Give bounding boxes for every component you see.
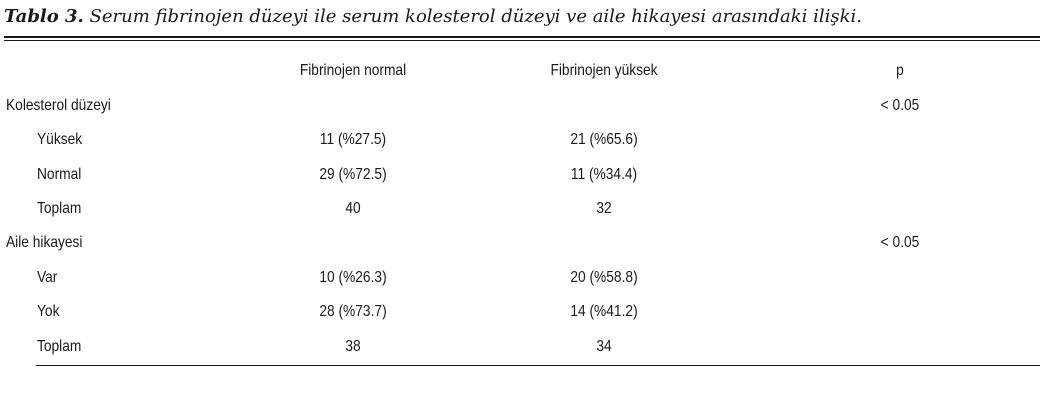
table-number: Tablo 3.	[4, 6, 84, 27]
cell-yuksek: 32	[596, 200, 612, 217]
bottom-rule	[36, 365, 1040, 366]
p-value-kolesterol: < 0.05	[880, 97, 920, 114]
cell-normal: 28 (%73.7)	[319, 303, 387, 320]
row-label: Normal	[37, 166, 82, 183]
row-label: Toplam	[37, 200, 82, 217]
row-label: Toplam	[37, 338, 82, 355]
cell-normal: 11 (%27.5)	[319, 131, 387, 148]
group-label-aile-hikayesi: Aile hikayesi	[6, 234, 83, 251]
cell-yuksek: 11 (%34.4)	[570, 166, 638, 183]
cell-yuksek: 34	[596, 338, 612, 355]
table-title: Serum fibrinojen düzeyi ile serum kolesterol düzeyi ve aile hikayesi arasındaki ilişki.	[83, 6, 863, 27]
cell-yuksek: 20 (%58.8)	[570, 269, 638, 286]
row-label: Yok	[37, 303, 60, 320]
cell-normal: 38	[345, 338, 361, 355]
group-label-kolesterol: Kolesterol düzeyi	[6, 97, 111, 114]
top-double-rule	[4, 36, 1040, 41]
header-p: p	[896, 62, 904, 79]
table-caption	[4, 6, 862, 27]
cell-normal: 40	[345, 200, 361, 217]
p-value-aile-hikayesi: < 0.05	[880, 234, 920, 251]
row-label: Var	[37, 269, 58, 286]
row-label: Yüksek	[37, 131, 83, 148]
cell-yuksek: 21 (%65.6)	[570, 131, 638, 148]
header-fibrinojen-yuksek: Fibrinojen yüksek	[550, 62, 658, 79]
cell-yuksek: 14 (%41.2)	[570, 303, 638, 320]
cell-normal: 29 (%72.5)	[319, 166, 387, 183]
cell-normal: 10 (%26.3)	[319, 269, 387, 286]
header-fibrinojen-normal: Fibrinojen normal	[299, 62, 407, 79]
